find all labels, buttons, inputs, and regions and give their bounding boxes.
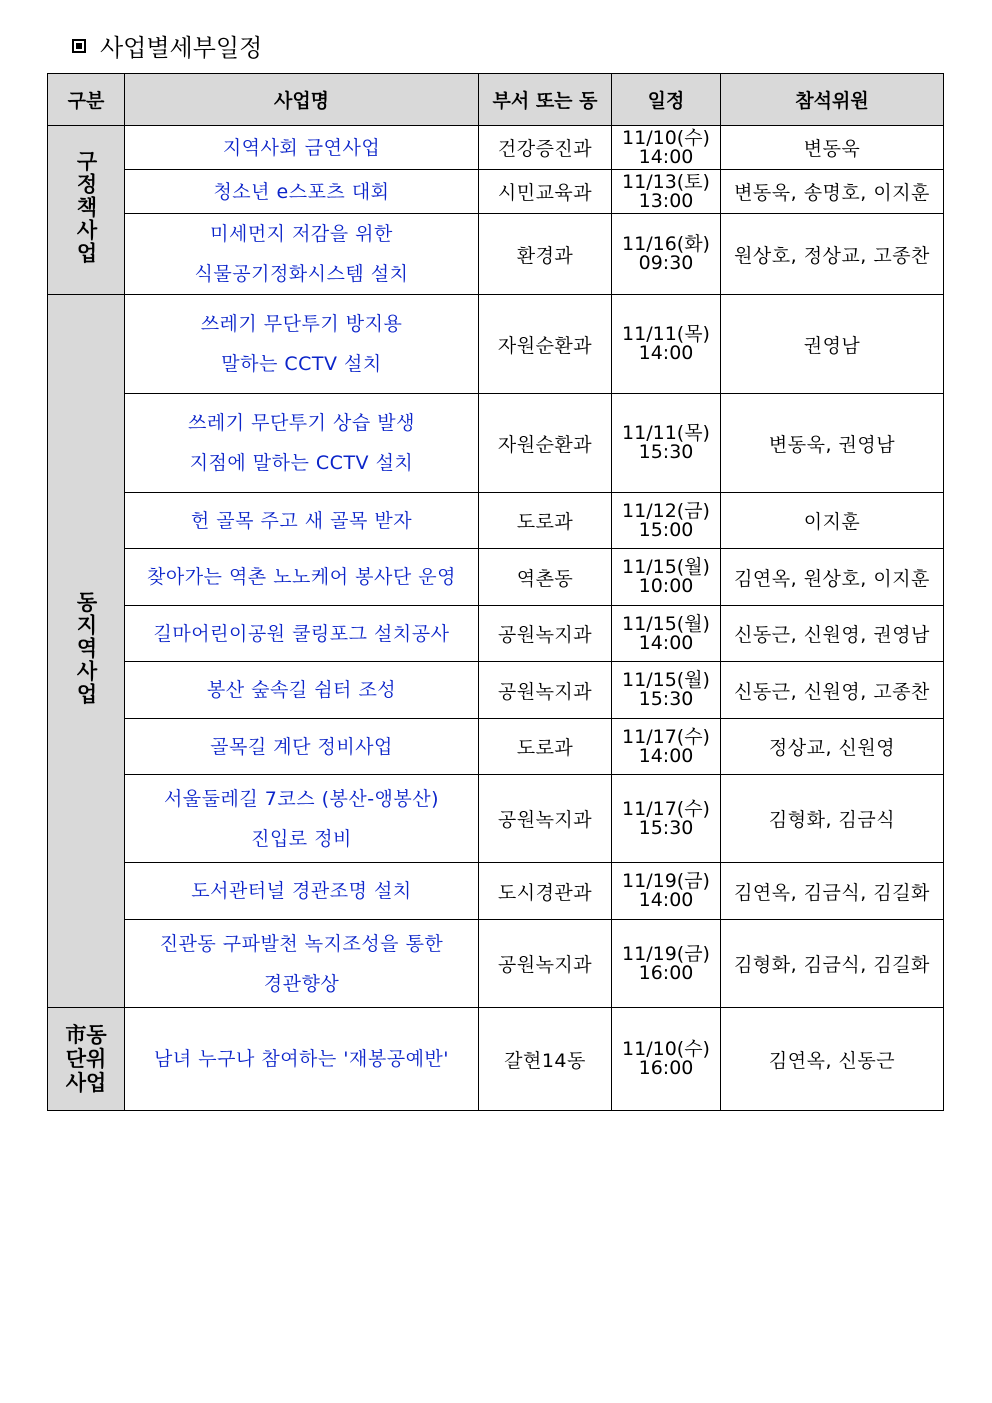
schedule [612,394,721,493]
table-row [48,863,944,920]
attendees: 김형화, 김금식 [721,775,944,863]
project-name [125,214,479,295]
schedule-time: 16:00 [638,961,694,984]
project-name-line: 봉산 숲속길 쉼터 조성 [206,679,397,701]
section-title: 사업별세부일정 [100,34,263,62]
table-row [48,719,944,775]
schedule-date: 11/15(월) [622,612,710,635]
department: 건강증진과 [479,126,612,170]
header-department: 부서 또는 동 [479,74,612,126]
category-label-line: 단위 [65,1046,107,1071]
department: 공원녹지과 [479,662,612,719]
project-name [125,1008,479,1111]
schedule-date: 11/13(토) [622,170,710,193]
schedule-date: 11/19(금) [622,870,710,892]
department: 자원순환과 [479,394,612,493]
department: 자원순환과 [479,295,612,394]
attendees: 변동욱, 송명호, 이지훈 [721,170,944,214]
department: 갈현14동 [479,1008,612,1111]
project-name [125,493,479,549]
attendees: 신동근, 신원영, 고종찬 [721,662,944,719]
schedule-time: 14:00 [638,631,694,654]
category-label: 구정책사업 [74,149,99,265]
project-name-line: 식물공기정화시스템 설치 [194,263,409,285]
project-name-line: 서울둘레길 7코스 (봉산-앵봉산) [163,787,440,810]
department: 공원녹지과 [479,606,612,662]
schedule [612,606,721,662]
schedule-time: 16:00 [638,1057,694,1079]
schedule-table [47,73,944,1111]
project-name-line: 찾아가는 역촌 노노케어 봉사단 운영 [147,566,456,588]
department: 도로과 [479,719,612,775]
project-name-line: 도서관터널 경관조명 설치 [191,880,412,902]
project-name [125,126,479,170]
project-name-line: 골목길 계단 정비사업 [210,735,393,758]
schedule [612,719,721,775]
attendees: 김연옥, 신동근 [721,1008,944,1111]
schedule-date: 11/19(금) [622,942,710,965]
table-row [48,1008,944,1111]
category-neighborhood [48,295,125,1008]
attendees: 김연옥, 김금식, 김길화 [721,863,944,920]
project-name-line: 진관동 구파발천 녹지조성을 통한 [159,932,444,955]
schedule-date: 11/11(목) [622,323,710,345]
attendees: 변동욱 [721,126,944,170]
attendees: 정상교, 신원영 [721,719,944,775]
attendees: 이지훈 [721,493,944,549]
schedule-date: 11/17(수) [622,725,710,748]
project-name [125,920,479,1008]
project-name-line: 경관향상 [263,972,340,995]
department: 도로과 [479,493,612,549]
project-name-line: 청소년 e스포츠 대회 [213,180,390,203]
attendees: 신동근, 신원영, 권영남 [721,606,944,662]
project-name-line: 진입로 정비 [251,827,352,850]
header-row [48,74,944,126]
schedule-time: 15:30 [638,441,694,463]
department: 역촌동 [479,549,612,606]
table-row [48,126,944,170]
schedule [612,170,721,214]
attendees: 변동욱, 권영남 [721,394,944,493]
project-name [125,863,479,920]
category-label-line: 市동 [65,1022,107,1047]
category-label-line: 사업 [65,1071,107,1096]
table-row [48,295,944,394]
schedule-time: 14:00 [638,342,694,364]
table-row [48,394,944,493]
project-name-line: 지역사회 금연사업 [222,136,381,159]
project-name [125,606,479,662]
schedule [612,493,721,549]
department: 공원녹지과 [479,920,612,1008]
table-row [48,493,944,549]
schedule-date: 11/15(월) [622,669,710,691]
project-name-line: 말하는 CCTV 설치 [221,353,382,375]
schedule [612,662,721,719]
schedule [612,775,721,863]
schedule-time: 15:30 [638,816,694,839]
table-row [48,662,944,719]
schedule-date: 11/17(수) [622,797,710,820]
table-row [48,606,944,662]
header-project: 사업명 [125,74,479,126]
square-bullet-icon [72,39,86,53]
schedule-date: 11/10(수) [622,1038,710,1060]
attendees: 김연옥, 원상호, 이지훈 [721,549,944,606]
header-schedule: 일정 [612,74,721,126]
project-name [125,394,479,493]
table-row [48,214,944,295]
department: 시민교육과 [479,170,612,214]
project-name [125,662,479,719]
table-row [48,170,944,214]
schedule [612,549,721,606]
project-name [125,170,479,214]
schedule-time: 15:30 [638,688,694,710]
schedule [612,295,721,394]
schedule [612,1008,721,1111]
schedule-date: 11/12(금) [622,499,710,522]
project-name-line: 지점에 말하는 CCTV 설치 [189,452,414,474]
schedule [612,126,721,170]
project-name [125,549,479,606]
header-category: 구분 [48,74,125,126]
schedule [612,863,721,920]
category-city [48,1008,125,1111]
department: 환경과 [479,214,612,295]
schedule [612,920,721,1008]
attendees: 원상호, 정상교, 고종찬 [721,214,944,295]
schedule-date: 11/10(수) [622,126,710,149]
project-name [125,775,479,863]
category-label: 동지역사업 [74,590,99,706]
table-row [48,549,944,606]
attendees: 권영남 [721,295,944,394]
schedule [612,214,721,295]
project-name-line: 쓰레기 무단투기 상습 발생 [187,412,415,434]
project-name-line: 쓰레기 무단투기 방지용 [200,313,403,335]
schedule-time: 14:00 [638,889,694,911]
header-attendees: 참석위원 [721,74,944,126]
category-district [48,126,125,295]
project-name-line: 남녀 누구나 참여하는 '재봉공예반' [153,1048,450,1070]
department: 도시경관과 [479,863,612,920]
schedule-date: 11/16(화) [622,233,710,255]
project-name-line: 길마어린이공원 쿨링포그 설치공사 [153,622,450,645]
section-heading [72,28,262,63]
schedule-time: 13:00 [638,189,694,212]
table-row [48,920,944,1008]
schedule-time: 15:00 [638,518,694,541]
schedule-date: 11/11(목) [622,422,710,444]
project-name [125,295,479,394]
department: 공원녹지과 [479,775,612,863]
schedule-time: 14:00 [638,145,694,168]
project-name-line: 미세먼지 저감을 위한 [210,223,393,245]
attendees: 김형화, 김금식, 김길화 [721,920,944,1008]
schedule-time: 10:00 [638,575,694,597]
schedule-time: 09:30 [638,252,694,274]
schedule-time: 14:00 [638,744,694,767]
project-name [125,719,479,775]
table-row [48,775,944,863]
project-name-line: 헌 골목 주고 새 골목 받자 [190,509,413,532]
schedule-date: 11/15(월) [622,556,710,578]
